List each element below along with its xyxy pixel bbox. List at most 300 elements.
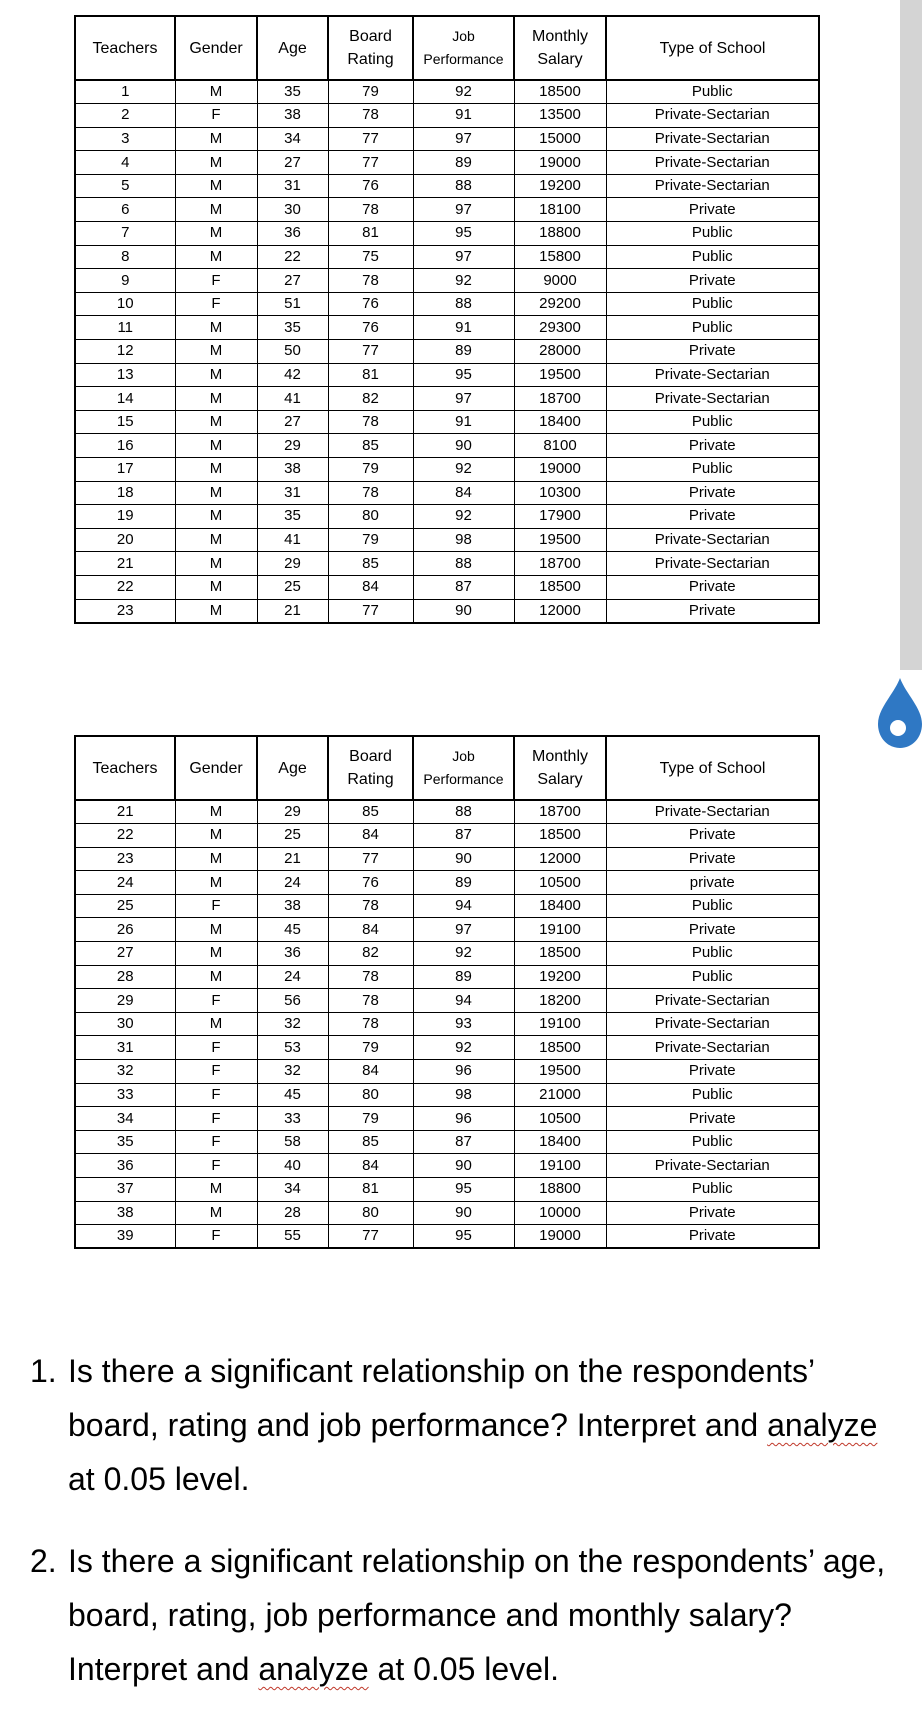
header-row [75,736,819,800]
table-row [75,1178,819,1202]
cell-school-type: Private [606,481,819,505]
table-row [75,127,819,151]
header-age: Age [257,16,328,80]
cell-age: 40 [257,1154,328,1178]
table-row [75,222,819,246]
cell-job-performance: 92 [413,269,514,293]
cell-board-rating: 77 [328,340,413,364]
cell-board-rating: 78 [328,269,413,293]
cell-gender: M [175,340,257,364]
header-monthly-salary: Monthly Salary [514,16,606,80]
cell-gender: M [175,363,257,387]
cell-job-performance: 92 [413,80,514,104]
cell-monthly-salary: 19500 [514,363,606,387]
cell-school-type: Private [606,198,819,222]
cell-school-type: Public [606,894,819,918]
cell-job-performance: 94 [413,989,514,1013]
cell-school-type: Private [606,847,819,871]
cell-board-rating: 78 [328,410,413,434]
cell-monthly-salary: 17900 [514,505,606,529]
table-row [75,575,819,599]
cell-board-rating: 84 [328,1154,413,1178]
cell-job-performance: 91 [413,410,514,434]
cell-teacher: 14 [75,387,175,411]
cell-board-rating: 79 [328,80,413,104]
cell-monthly-salary: 19000 [514,458,606,482]
cell-teacher: 4 [75,151,175,175]
question-1: 1. Is there a significant relationship on the respondents’ board, rating and job performance? Interpret and analyze at 0.05 level. [30,1353,878,1497]
vertical-scrollbar[interactable] [900,0,922,670]
table-row [75,1225,819,1249]
cell-age: 41 [257,387,328,411]
cell-age: 30 [257,198,328,222]
cell-age: 28 [257,1201,328,1225]
cell-teacher: 25 [75,894,175,918]
cell-school-type: Public [606,1130,819,1154]
cell-job-performance: 90 [413,1201,514,1225]
cell-job-performance: 94 [413,894,514,918]
cell-school-type: Private [606,599,819,623]
cell-job-performance: 95 [413,363,514,387]
cell-monthly-salary: 18700 [514,387,606,411]
header-board-rating: Board Rating [328,736,413,800]
cell-school-type: Private [606,575,819,599]
table-row [75,340,819,364]
cell-board-rating: 77 [328,847,413,871]
cell-age: 32 [257,1060,328,1084]
cell-job-performance: 96 [413,1107,514,1131]
cell-age: 35 [257,80,328,104]
cell-teacher: 5 [75,174,175,198]
cell-school-type: Public [606,1178,819,1202]
table-row [75,151,819,175]
cell-age: 34 [257,1178,328,1202]
header-monthly-salary: Monthly Salary [514,736,606,800]
cell-teacher: 35 [75,1130,175,1154]
cell-board-rating: 78 [328,1012,413,1036]
cell-teacher: 27 [75,942,175,966]
cell-age: 32 [257,1012,328,1036]
cell-monthly-salary: 12000 [514,847,606,871]
cell-age: 36 [257,942,328,966]
cell-job-performance: 93 [413,1012,514,1036]
cell-age: 21 [257,599,328,623]
cell-gender: M [175,528,257,552]
cell-school-type: Private-Sectarian [606,104,819,128]
table-row [75,316,819,340]
spellcheck-word[interactable]: analyze [258,1651,369,1687]
header-type-of-school: Type of School [606,736,819,800]
cell-gender: M [175,458,257,482]
cell-job-performance: 97 [413,387,514,411]
cell-age: 45 [257,918,328,942]
table-row [75,871,819,895]
cell-job-performance: 97 [413,918,514,942]
cell-age: 25 [257,575,328,599]
cell-monthly-salary: 9000 [514,269,606,293]
cell-gender: M [175,387,257,411]
cell-school-type: Public [606,1083,819,1107]
cell-school-type: Private-Sectarian [606,387,819,411]
cell-school-type: Private [606,1107,819,1131]
cell-teacher: 23 [75,847,175,871]
cell-gender: M [175,599,257,623]
header-gender: Gender [175,736,257,800]
cell-age: 27 [257,151,328,175]
cell-teacher: 22 [75,824,175,848]
cell-job-performance: 84 [413,481,514,505]
cell-job-performance: 95 [413,1225,514,1249]
table-row [75,363,819,387]
cell-job-performance: 88 [413,552,514,576]
cell-monthly-salary: 10500 [514,871,606,895]
cell-school-type: Private-Sectarian [606,174,819,198]
cell-monthly-salary: 18800 [514,1178,606,1202]
cell-gender: M [175,800,257,824]
table-row [75,505,819,529]
cell-monthly-salary: 19100 [514,918,606,942]
cell-gender: F [175,894,257,918]
cell-teacher: 13 [75,363,175,387]
cell-monthly-salary: 10000 [514,1201,606,1225]
cell-job-performance: 88 [413,174,514,198]
cell-monthly-salary: 29300 [514,316,606,340]
cell-school-type: Private-Sectarian [606,528,819,552]
cell-monthly-salary: 19100 [514,1154,606,1178]
header-type-of-school: Type of School [606,16,819,80]
cell-age: 58 [257,1130,328,1154]
cell-school-type: Private [606,1201,819,1225]
cell-age: 50 [257,340,328,364]
cell-job-performance: 89 [413,871,514,895]
cell-school-type: Public [606,942,819,966]
cell-gender: M [175,942,257,966]
cell-monthly-salary: 18500 [514,942,606,966]
cell-school-type: Public [606,965,819,989]
cell-gender: M [175,481,257,505]
cell-school-type: Private-Sectarian [606,800,819,824]
cell-teacher: 38 [75,1201,175,1225]
cell-board-rating: 84 [328,1060,413,1084]
questions-section [30,1344,910,1724]
table-row [75,965,819,989]
cell-monthly-salary: 19000 [514,151,606,175]
cell-gender: F [175,1130,257,1154]
table-row [75,387,819,411]
cell-school-type: Public [606,245,819,269]
cell-teacher: 9 [75,269,175,293]
header-teachers: Teachers [75,16,175,80]
table-row [75,198,819,222]
cell-age: 31 [257,481,328,505]
cell-job-performance: 95 [413,1178,514,1202]
cell-age: 41 [257,528,328,552]
water-drop-icon[interactable] [876,672,922,752]
cell-job-performance: 88 [413,292,514,316]
table-row [75,1107,819,1131]
cell-board-rating: 80 [328,505,413,529]
cell-monthly-salary: 18500 [514,575,606,599]
cell-job-performance: 89 [413,965,514,989]
spellcheck-word[interactable]: analyze [767,1407,878,1443]
cell-age: 56 [257,989,328,1013]
cell-board-rating: 78 [328,481,413,505]
cell-gender: M [175,174,257,198]
cell-job-performance: 87 [413,824,514,848]
cell-school-type: Private [606,1225,819,1249]
cell-board-rating: 78 [328,104,413,128]
cell-school-type: Public [606,80,819,104]
cell-teacher: 8 [75,245,175,269]
cell-teacher: 31 [75,1036,175,1060]
cell-board-rating: 79 [328,1036,413,1060]
cell-monthly-salary: 18700 [514,800,606,824]
cell-age: 34 [257,127,328,151]
cell-teacher: 7 [75,222,175,246]
cell-monthly-salary: 18200 [514,989,606,1013]
cell-gender: M [175,965,257,989]
cell-monthly-salary: 18400 [514,410,606,434]
cell-board-rating: 80 [328,1083,413,1107]
cell-age: 38 [257,458,328,482]
cell-school-type: Private-Sectarian [606,1012,819,1036]
header-board-rating: Board Rating [328,16,413,80]
cell-gender: F [175,1060,257,1084]
cell-teacher: 16 [75,434,175,458]
cell-age: 35 [257,505,328,529]
cell-board-rating: 77 [328,1225,413,1249]
cell-school-type: Private [606,824,819,848]
cell-board-rating: 78 [328,198,413,222]
table-row [75,1201,819,1225]
cell-job-performance: 97 [413,127,514,151]
cell-board-rating: 79 [328,528,413,552]
cell-monthly-salary: 18400 [514,894,606,918]
cell-monthly-salary: 10300 [514,481,606,505]
cell-monthly-salary: 19100 [514,1012,606,1036]
cell-teacher: 36 [75,1154,175,1178]
cell-monthly-salary: 15800 [514,245,606,269]
cell-teacher: 21 [75,800,175,824]
cell-gender: F [175,1083,257,1107]
cell-job-performance: 98 [413,1083,514,1107]
table-row [75,894,819,918]
cell-monthly-salary: 19200 [514,965,606,989]
cell-teacher: 30 [75,1012,175,1036]
cell-teacher: 20 [75,528,175,552]
cell-job-performance: 95 [413,222,514,246]
cell-board-rating: 80 [328,1201,413,1225]
cell-age: 25 [257,824,328,848]
cell-teacher: 15 [75,410,175,434]
cell-age: 45 [257,1083,328,1107]
cell-job-performance: 97 [413,198,514,222]
cell-teacher: 26 [75,918,175,942]
header-age: Age [257,736,328,800]
cell-board-rating: 78 [328,965,413,989]
cell-job-performance: 87 [413,575,514,599]
teachers-table-2 [74,735,820,1249]
cell-job-performance: 90 [413,847,514,871]
cell-board-rating: 84 [328,575,413,599]
cell-board-rating: 76 [328,316,413,340]
cell-gender: M [175,434,257,458]
header-gender: Gender [175,16,257,80]
table-2-body [75,800,819,1248]
cell-teacher: 29 [75,989,175,1013]
cell-gender: M [175,824,257,848]
cell-age: 27 [257,410,328,434]
table-row [75,1012,819,1036]
header-job-performance: Job Performance [413,736,514,800]
cell-gender: M [175,1201,257,1225]
cell-monthly-salary: 18400 [514,1130,606,1154]
cell-job-performance: 96 [413,1060,514,1084]
cell-gender: M [175,316,257,340]
cell-board-rating: 76 [328,174,413,198]
cell-gender: M [175,575,257,599]
cell-school-type: Private-Sectarian [606,1154,819,1178]
cell-board-rating: 75 [328,245,413,269]
cell-monthly-salary: 18700 [514,552,606,576]
table-row [75,1060,819,1084]
table-row [75,481,819,505]
cell-age: 33 [257,1107,328,1131]
table-row [75,104,819,128]
cell-job-performance: 90 [413,1154,514,1178]
cell-age: 35 [257,316,328,340]
cell-age: 22 [257,245,328,269]
cell-school-type: Public [606,222,819,246]
cell-board-rating: 79 [328,1107,413,1131]
cell-gender: M [175,151,257,175]
table-row [75,1130,819,1154]
table-1-body [75,80,819,623]
cell-gender: F [175,1154,257,1178]
table-row [75,847,819,871]
cell-school-type: Public [606,316,819,340]
table-row [75,80,819,104]
cell-teacher: 32 [75,1060,175,1084]
cell-school-type: Private [606,1060,819,1084]
cell-teacher: 2 [75,104,175,128]
table-row [75,292,819,316]
cell-monthly-salary: 21000 [514,1083,606,1107]
cell-teacher: 17 [75,458,175,482]
cell-teacher: 34 [75,1107,175,1131]
cell-board-rating: 82 [328,942,413,966]
cell-school-type: Private-Sectarian [606,363,819,387]
table-row [75,1154,819,1178]
cell-age: 42 [257,363,328,387]
cell-teacher: 12 [75,340,175,364]
cell-job-performance: 90 [413,434,514,458]
cell-board-rating: 77 [328,127,413,151]
header-row [75,16,819,80]
cell-monthly-salary: 8100 [514,434,606,458]
cell-monthly-salary: 18500 [514,80,606,104]
cell-monthly-salary: 18500 [514,824,606,848]
cell-gender: M [175,552,257,576]
cell-job-performance: 89 [413,340,514,364]
cell-board-rating: 85 [328,800,413,824]
cell-monthly-salary: 19200 [514,174,606,198]
cell-teacher: 33 [75,1083,175,1107]
cell-age: 29 [257,552,328,576]
cell-school-type: Private-Sectarian [606,552,819,576]
cell-school-type: Private-Sectarian [606,127,819,151]
cell-job-performance: 87 [413,1130,514,1154]
cell-school-type: Private-Sectarian [606,1036,819,1060]
table-row [75,599,819,623]
cell-job-performance: 89 [413,151,514,175]
cell-board-rating: 84 [328,918,413,942]
cell-teacher: 24 [75,871,175,895]
cell-teacher: 28 [75,965,175,989]
cell-age: 31 [257,174,328,198]
cell-teacher: 11 [75,316,175,340]
cell-board-rating: 77 [328,599,413,623]
cell-gender: F [175,1225,257,1249]
table-row [75,552,819,576]
table-row [75,269,819,293]
cell-gender: M [175,80,257,104]
cell-board-rating: 84 [328,824,413,848]
cell-age: 38 [257,104,328,128]
cell-gender: M [175,1012,257,1036]
cell-job-performance: 91 [413,104,514,128]
cell-monthly-salary: 18500 [514,1036,606,1060]
table-row [75,245,819,269]
question-2: 2. Is there a significant relationship on the respondents’ age, board, rating, job performance and monthly salary? Interpret and analyze at 0.05 level. [30,1543,886,1687]
cell-job-performance: 92 [413,942,514,966]
table-row [75,989,819,1013]
cell-teacher: 23 [75,599,175,623]
cell-board-rating: 81 [328,1178,413,1202]
cell-board-rating: 78 [328,894,413,918]
cell-age: 36 [257,222,328,246]
cell-board-rating: 85 [328,1130,413,1154]
cell-teacher: 6 [75,198,175,222]
cell-gender: M [175,245,257,269]
cell-gender: F [175,989,257,1013]
cell-school-type: Private [606,434,819,458]
cell-age: 24 [257,871,328,895]
table-row [75,1036,819,1060]
table-row [75,528,819,552]
cell-board-rating: 76 [328,871,413,895]
cell-monthly-salary: 28000 [514,340,606,364]
cell-board-rating: 82 [328,387,413,411]
cell-job-performance: 88 [413,800,514,824]
cell-board-rating: 81 [328,363,413,387]
table-row [75,942,819,966]
cell-school-type: private [606,871,819,895]
cell-teacher: 3 [75,127,175,151]
cell-gender: M [175,1178,257,1202]
table-row [75,174,819,198]
cell-school-type: Private-Sectarian [606,151,819,175]
cell-teacher: 21 [75,552,175,576]
cell-gender: F [175,104,257,128]
cell-school-type: Public [606,458,819,482]
cell-age: 55 [257,1225,328,1249]
cell-monthly-salary: 19500 [514,1060,606,1084]
cell-gender: M [175,847,257,871]
table-row [75,1083,819,1107]
cell-school-type: Public [606,410,819,434]
cell-board-rating: 85 [328,434,413,458]
